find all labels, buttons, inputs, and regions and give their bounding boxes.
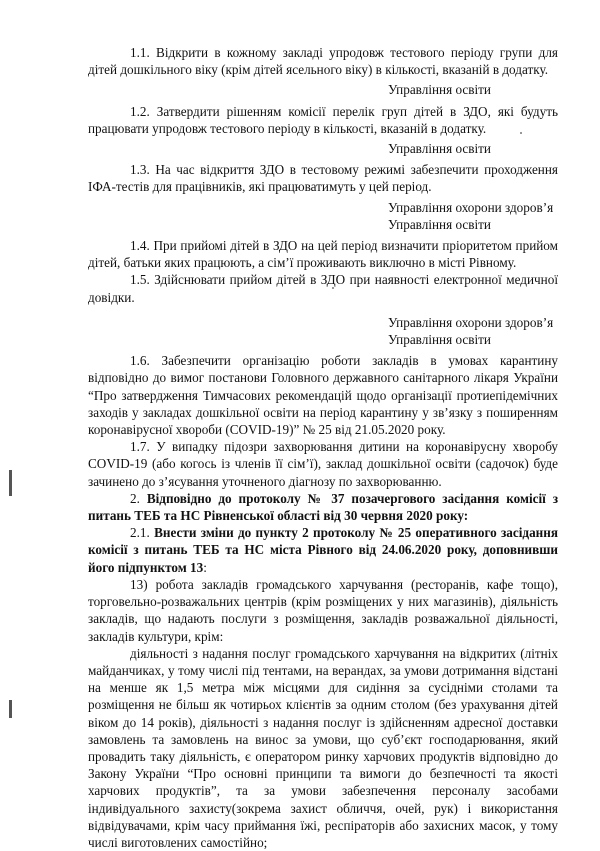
- margin-scan-mark: [9, 470, 12, 496]
- paragraph-1-1: 1.1. Відкрити в кожному закладі упродовж тестового періоду групи для дітей дошкільного віку (крім дітей ясельного віку) в кількості, вказаній в додатку.: [88, 45, 558, 78]
- paragraph-1-5: 1.5. Здійснювати прийом дітей в ЗДО при наявності електронної медичної довідки.: [88, 272, 558, 305]
- paragraph-2: [88, 490, 558, 524]
- responsible-line: Управління освіти: [388, 82, 491, 98]
- responsible-1-3: [88, 199, 558, 233]
- responsible-line: Управління освіти: [388, 332, 491, 348]
- responsible-line: Управління охорони здоров’я: [388, 199, 554, 215]
- responsible-1-1: [88, 81, 558, 98]
- paragraph-2-heading: Відповідно до протоколу № 37 позачергового засідання комісії з питань ТЕБ та НС Рівненської області від 30 червня 2020 року:: [88, 490, 559, 524]
- paragraph-2-1-heading: Внести зміни до пункту 2 протоколу № 25 оперативного засідання комісії з питань ТЕБ та НС міста Рівного від 24.06.2020 року, доповнивши його підпунктом 13: [88, 525, 558, 575]
- responsible-line: Управління охорони здоров’я: [388, 314, 554, 330]
- scan-speck: [520, 132, 522, 134]
- responsible-line: Управління освіти: [388, 141, 491, 157]
- paragraph-2-1: [88, 524, 558, 576]
- responsible-1-2: [88, 140, 558, 157]
- paragraph-1-2: 1.2. Затвердити рішенням комісії перелік груп дітей в ЗДО, які будуть працювати упродовж тестового періоду в кількості, вказаній в додатку.: [88, 103, 558, 136]
- responsible-line: Управління освіти: [388, 216, 491, 232]
- margin-scan-mark: [9, 700, 12, 718]
- scan-speck: [332, 287, 334, 289]
- paragraph-1-7: 1.7. У випадку підозри захворювання дитини на коронавірусну хворобу COVID-19 (або когось із членів її сім’ї), заклад дошкільної освіти (садочок) буде зачинено до з’ясування уточненого діагнозу по захворюванню.: [88, 439, 558, 489]
- paragraph-1-6: 1.6. Забезпечити організацію роботи закладів в умовах карантину відповідно до вимог постанови Головного державного санітарного лікаря України “Про затвердження Тимчасових рекомендацій щодо організації протиепідемічних заходів у закладах дошкільної освіти на період карантину у зв’язку з поширенням коронавірусної хвороби (COVID-19)” № 25 від 21.05.2020 року.: [88, 353, 558, 438]
- subpoint-13: 13) робота закладів громадського харчування (ресторанів, кафе тощо), торговельно-розважальних центрів (крім розміщених у них магазинів), діяльність закладів, що надають послуги з розміщення, закладів розважальної діяльності, закладів культури, крім:: [88, 576, 558, 644]
- subpoint-13-exception: діяльності з надання послуг громадського харчування на відкритих (літніх майданчиках, у тому числі під тентами, на верандах, за умови дотримання відстані на менше як 1,5 метра між місцями для сидіння за сусідніми столами та розміщення не більш як чотирьох клієнтів за одним столом (без урахування дітей віком до 14 років), діяльності з надання послуг із здійсненням адресної доставки замовлень та замовлень на винос за умови, що суб’єкт господарювання, який провадить таку діяльність, є оператором ринку харчових продуктів відповідно до Закону України “Про основні принципи та вимоги до безпечності та якості харчових продуктів”, та за умови забезпечення персоналу засобами індивідуального захисту(зокрема захист обличчя, очей, рук) і використання відвідувачами, крім часу приймання їжі, респіраторів або захисних масок, у тому числі виготовлених самостійно;: [88, 645, 558, 850]
- paragraph-2-1-colon: :: [203, 559, 207, 575]
- paragraph-2-number: 2.: [130, 490, 147, 506]
- paragraph-2-1-number: 2.1.: [130, 525, 155, 541]
- paragraph-1-4: 1.4. При прийомі дітей в ЗДО на цей період визначити пріоритетом прийом дітей, батьки яких працюють, а сім’ї проживають виключно в місті Рівному.: [88, 238, 558, 271]
- paragraph-1-3: 1.3. На час відкриття ЗДО в тестовому режимі забезпечити проходження ІФА-тестів для працівників, які працюватимуть у цей період.: [88, 162, 558, 195]
- responsible-1-5: [88, 314, 558, 348]
